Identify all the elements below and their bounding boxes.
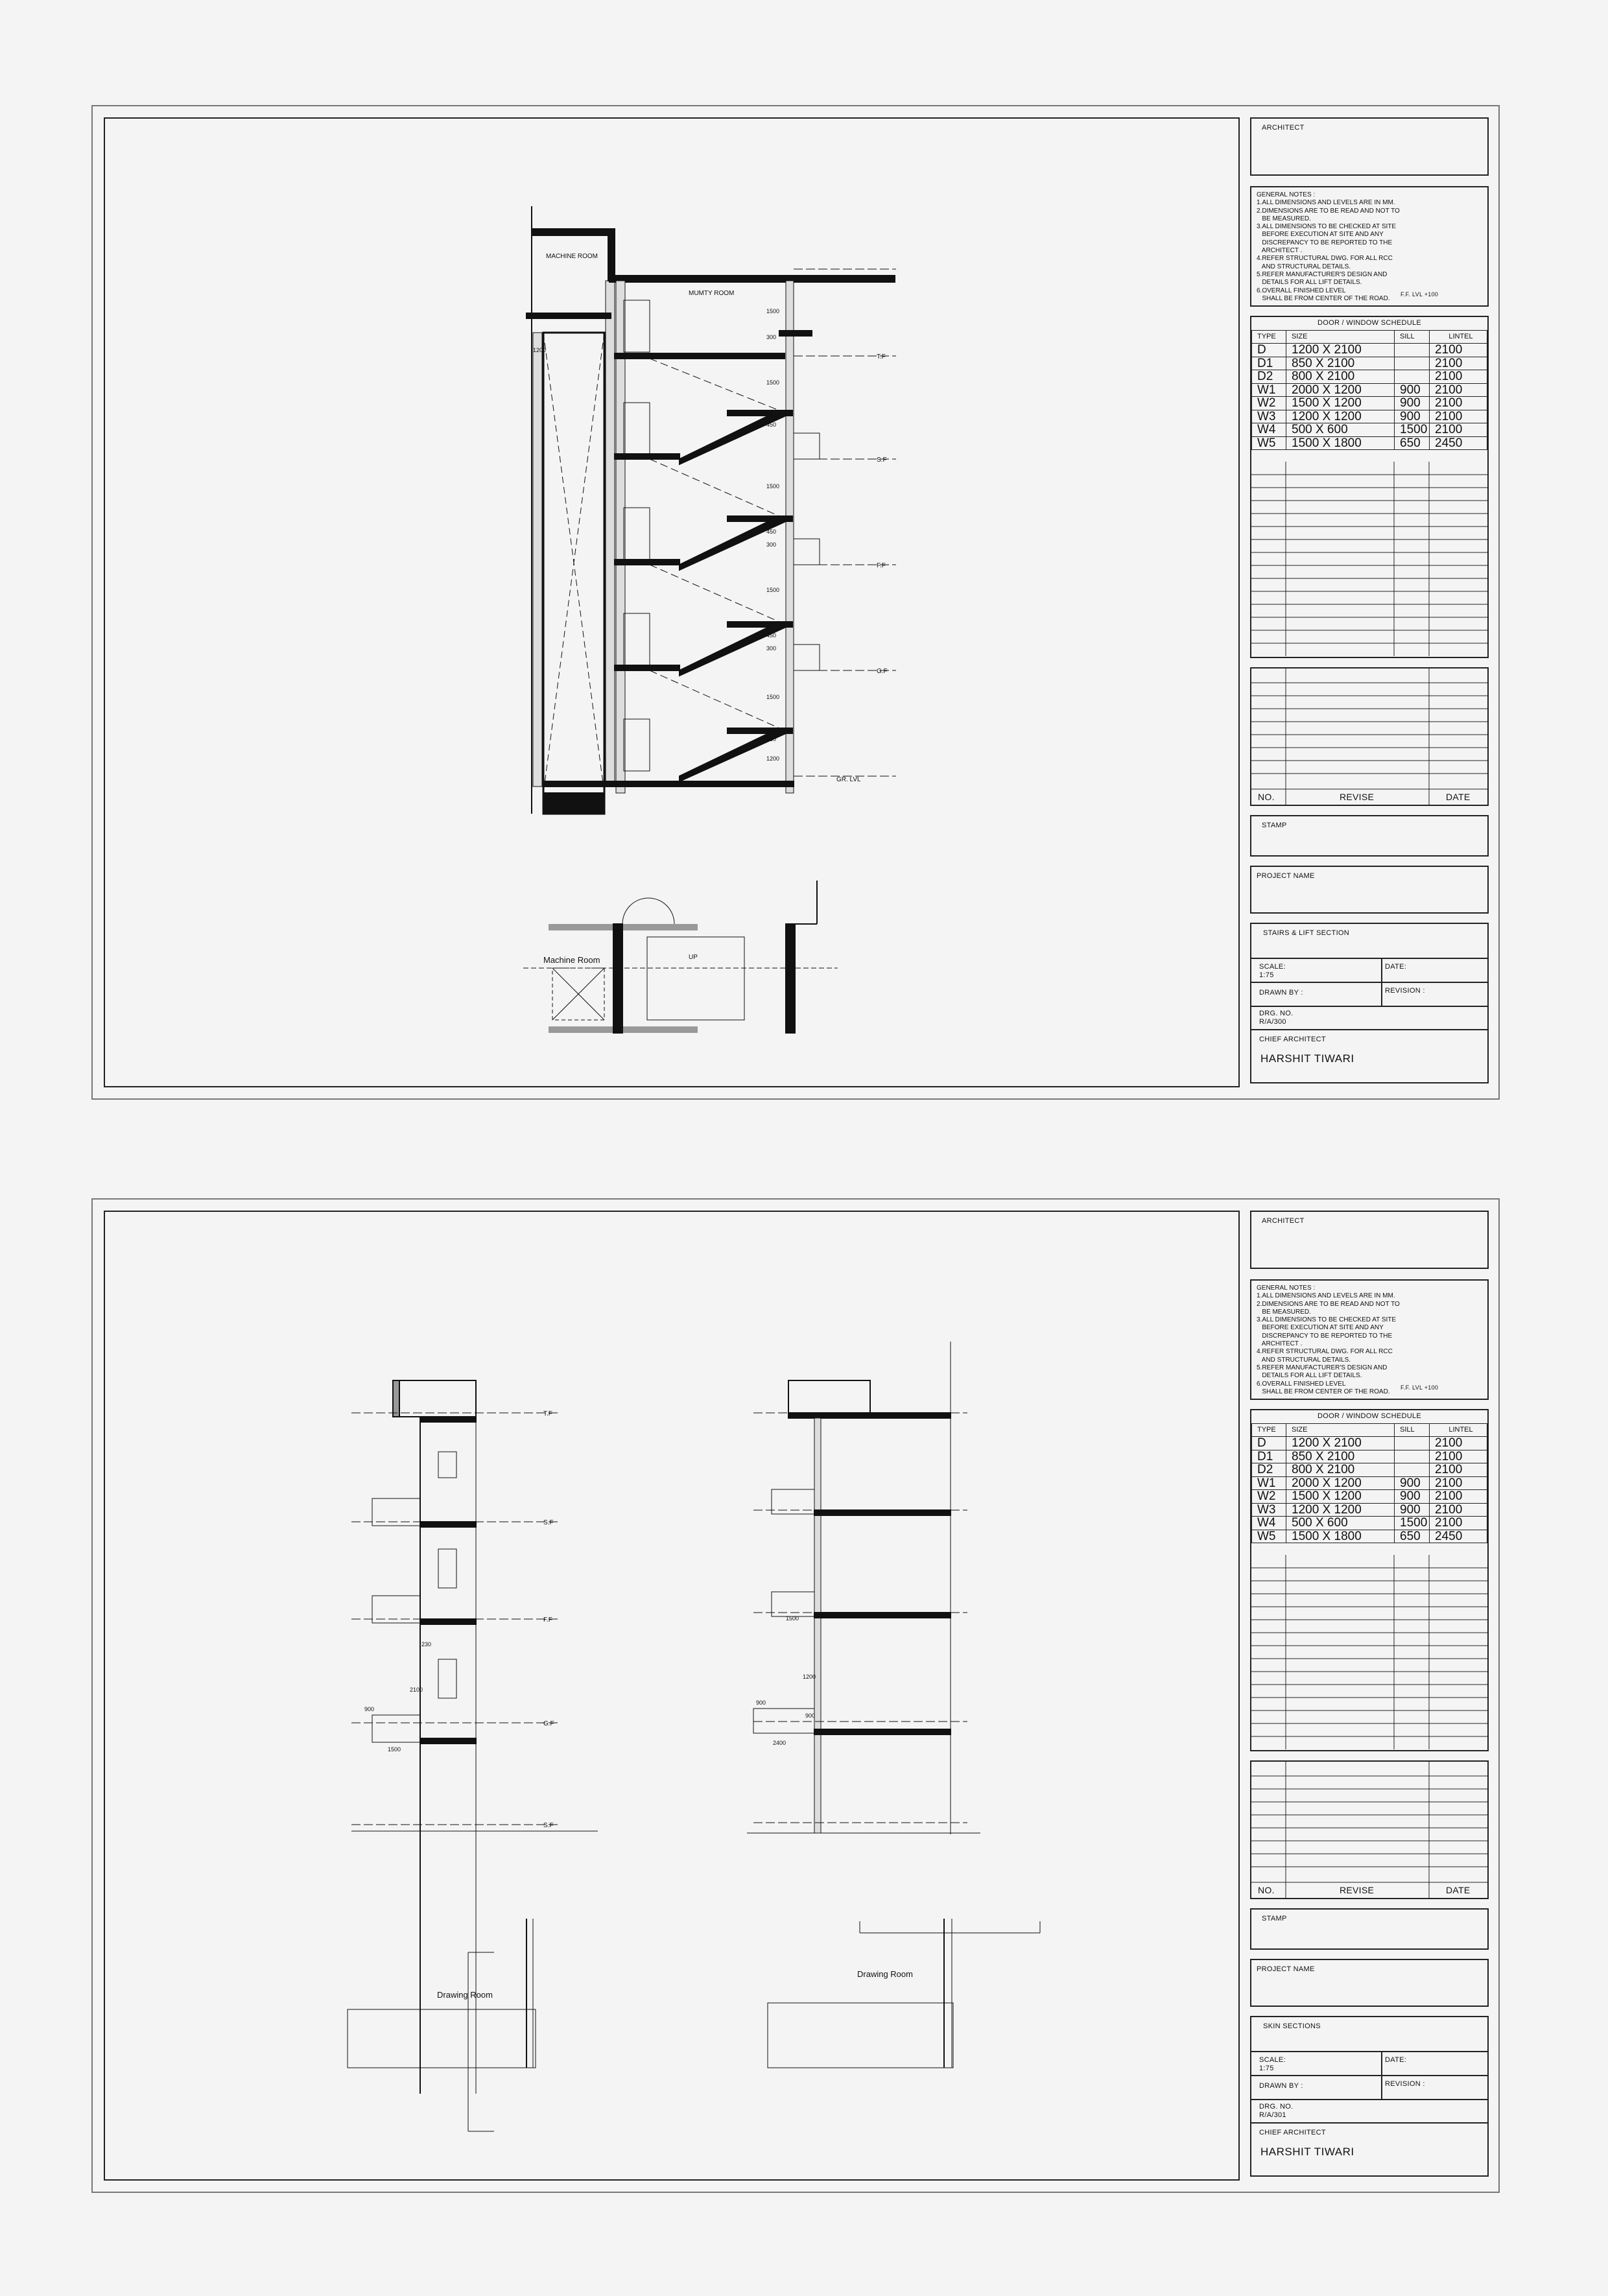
schedule-empty-rows (1251, 1555, 1487, 1749)
divider (1251, 1006, 1487, 1007)
schedule-header: SIZE (1286, 1424, 1395, 1437)
schedule-cell: 2450 (1430, 1530, 1487, 1543)
schedule-cell: W3 (1252, 1503, 1286, 1517)
scale-label: SCALE: (1259, 963, 1286, 971)
schedule-cell: 900 (1395, 383, 1430, 397)
revise-header-no: NO. (1258, 1885, 1275, 1895)
note-line: BE MEASURED. (1257, 1308, 1311, 1316)
drawing-frame (104, 117, 1240, 1087)
note-line: SHALL BE FROM CENTER OF THE ROAD. (1257, 294, 1390, 302)
revision-table (1250, 1760, 1489, 1899)
architect-box (1250, 1211, 1489, 1269)
level-label: S.F (543, 1519, 554, 1526)
schedule-header: LINTEL (1430, 331, 1487, 344)
schedule-cell (1395, 1463, 1430, 1477)
level-label: F.F (543, 1616, 552, 1624)
dimension-label: 450 (766, 528, 777, 535)
schedule-cell: 2100 (1430, 1450, 1487, 1463)
schedule-cell: 2100 (1430, 357, 1487, 370)
note-line: DISCREPANCY TO BE REPORTED TO THE (1257, 1332, 1393, 1340)
level-label: G.F (877, 668, 888, 675)
stamp-box (1250, 815, 1489, 857)
general-notes (1257, 1284, 1400, 1396)
note-line: ARCHITECT . (1257, 247, 1303, 255)
schedule-cell: 850 X 2100 (1286, 1450, 1395, 1463)
dimension-label: 1200 (766, 755, 780, 762)
schedule-header-row (1252, 1424, 1487, 1437)
general-notes-box (1250, 186, 1489, 307)
dimension-label: 1500 (786, 1615, 799, 1622)
project-name-box (1250, 866, 1489, 914)
note-line: DETAILS FOR ALL LIFT DETAILS. (1257, 279, 1362, 287)
schedule-cell: 900 (1395, 1503, 1430, 1517)
schedule-cell: 2100 (1430, 397, 1487, 410)
schedule-header-row (1252, 331, 1487, 344)
schedule-cell: 1500 X 1200 (1286, 397, 1395, 410)
note-line: 3.ALL DIMENSIONS TO BE CHECKED AT SITE (1257, 1316, 1397, 1324)
schedule-cell: D2 (1252, 370, 1286, 384)
note-line: 6.OVERALL FINISHED LEVEL (1257, 287, 1346, 294)
note-line: 5.REFER MANUFACTURER'S DESIGN AND (1257, 1364, 1388, 1371)
schedule-cell: W1 (1252, 1476, 1286, 1490)
schedule-cell: 850 X 2100 (1286, 357, 1395, 370)
architect-label: ARCHITECT (1262, 1217, 1305, 1225)
chief-architect-name: HARSHIT TIWARI (1260, 2146, 1354, 2158)
schedule-row (1252, 1530, 1487, 1543)
note-line: 2.DIMENSIONS ARE TO BE READ AND NOT TO (1257, 1300, 1400, 1308)
drawn-by-label: DRAWN BY : (1259, 989, 1303, 997)
schedule-cell: W2 (1252, 397, 1286, 410)
drawing-info-box (1250, 923, 1489, 1083)
drawing-info-box (1250, 2016, 1489, 2177)
dimension-label: 1500 (766, 379, 780, 386)
date-label: DATE: (1385, 963, 1407, 971)
schedule-row (1252, 1476, 1487, 1490)
room-label: MACHINE ROOM (546, 253, 598, 260)
stamp-label: STAMP (1262, 822, 1287, 829)
project-name-box (1250, 1959, 1489, 2007)
schedule-cell: 650 (1395, 436, 1430, 450)
note-line: 6.OVERALL FINISHED LEVEL (1257, 1380, 1346, 1388)
revision-label: REVISION : (1385, 987, 1425, 995)
revision-table (1250, 667, 1489, 806)
schedule-cell: 2100 (1430, 344, 1487, 357)
stamp-box (1250, 1908, 1489, 1950)
schedule-cell (1395, 370, 1430, 384)
skin-sections-drawing (105, 1212, 1241, 2182)
schedule-row (1252, 410, 1487, 423)
dimension-label: 1200 (533, 347, 547, 353)
level-label: T.F (877, 353, 886, 361)
revise-header-date: DATE (1446, 1885, 1471, 1895)
architect-box (1250, 117, 1489, 176)
notes-title: GENERAL NOTES : (1257, 191, 1316, 198)
divider (1251, 2122, 1487, 2124)
schedule-cell: 800 X 2100 (1286, 1463, 1395, 1477)
dimension-label: 230 (421, 1641, 432, 1648)
schedule-header: TYPE (1252, 331, 1286, 344)
drawing-title: SKIN SECTIONS (1263, 2022, 1321, 2030)
note-line: 5.REFER MANUFACTURER'S DESIGN AND (1257, 270, 1388, 278)
level-label: G.F (543, 1720, 554, 1727)
drawing-title: STAIRS & LIFT SECTION (1263, 929, 1350, 937)
schedule-cell: 1500 X 1800 (1286, 1530, 1395, 1543)
schedule-row (1252, 397, 1487, 410)
schedule-row (1252, 1463, 1487, 1477)
schedule-cell: 500 X 600 (1286, 1517, 1395, 1530)
drg-no-label: DRG. NO. (1259, 1010, 1294, 1017)
note-line: BEFORE EXECUTION AT SITE AND ANY (1257, 1324, 1384, 1332)
project-name-label: PROJECT NAME (1257, 872, 1315, 880)
scale-value: 1:75 (1259, 971, 1274, 979)
divider (1251, 2051, 1487, 2052)
schedule-cell (1395, 357, 1430, 370)
chief-architect-name: HARSHIT TIWARI (1260, 1052, 1354, 1065)
drg-no-value: R/A/301 (1259, 2111, 1286, 2119)
schedule-row (1252, 344, 1487, 357)
note-line: AND STRUCTURAL DETAILS. (1257, 263, 1351, 270)
schedule-cell: 2100 (1430, 1517, 1487, 1530)
schedule-row (1252, 1437, 1487, 1450)
dimension-label: 300 (766, 334, 777, 340)
dimension-label: 1200 (803, 1674, 816, 1680)
dimension-label: 1500 (766, 587, 780, 593)
revision-grid (1251, 669, 1487, 805)
schedule-cell: 1500 (1395, 1517, 1430, 1530)
note-line: 1.ALL DIMENSIONS AND LEVELS ARE IN MM. (1257, 199, 1395, 207)
room-label: Drawing Room (857, 1969, 913, 1979)
schedule-cell: 800 X 2100 (1286, 370, 1395, 384)
schedule-cell: 1500 X 1800 (1286, 436, 1395, 450)
dimension-label: 900 (756, 1699, 766, 1706)
schedule-cell: 1500 (1395, 423, 1430, 437)
note-line: 4.REFER STRUCTURAL DWG. FOR ALL RCC (1257, 1348, 1393, 1356)
general-notes (1257, 191, 1400, 303)
level-label: GR. LVL (836, 776, 861, 783)
schedule-cell: W3 (1252, 410, 1286, 423)
schedule-cell: 2450 (1430, 436, 1487, 450)
stamp-label: STAMP (1262, 1915, 1287, 1923)
level-label: T.F (543, 1410, 552, 1417)
room-label: MUMTY ROOM (689, 290, 735, 297)
dimension-label: 300 (766, 541, 777, 548)
note-line: BE MEASURED. (1257, 215, 1311, 222)
note-line: DETAILS FOR ALL LIFT DETAILS. (1257, 1372, 1362, 1380)
project-name-label: PROJECT NAME (1257, 1965, 1315, 1973)
drg-no-value: R/A/300 (1259, 1018, 1286, 1026)
schedule-row (1252, 1450, 1487, 1463)
schedule-cell: 2100 (1430, 1463, 1487, 1477)
schedule-cell: 1200 X 2100 (1286, 344, 1395, 357)
schedule-row (1252, 370, 1487, 384)
note-line: 1.ALL DIMENSIONS AND LEVELS ARE IN MM. (1257, 1292, 1395, 1300)
scale-value: 1:75 (1259, 2065, 1274, 2072)
schedule-cell: 650 (1395, 1530, 1430, 1543)
revision-label: REVISION : (1385, 2080, 1425, 2088)
schedule-row (1252, 436, 1487, 450)
note-line: 4.REFER STRUCTURAL DWG. FOR ALL RCC (1257, 255, 1393, 263)
revise-header-no: NO. (1258, 792, 1275, 802)
schedule-table (1251, 330, 1487, 450)
revision-grid (1251, 1762, 1487, 1898)
note-line: ARCHITECT . (1257, 1340, 1303, 1348)
schedule-cell: 900 (1395, 410, 1430, 423)
schedule-cell: 2100 (1430, 1490, 1487, 1504)
scale-label: SCALE: (1259, 2056, 1286, 2064)
stair-lift-section-drawing (105, 119, 1241, 1089)
drg-no-label: DRG. NO. (1259, 2103, 1294, 2111)
schedule-cell: D (1252, 1437, 1286, 1450)
ff-level-symbol: F.F. LVL +100 (1401, 1384, 1439, 1391)
drawing-sheet-2 (91, 1198, 1500, 2193)
dimension-label: 1500 (388, 1746, 401, 1753)
schedule-header: SILL (1395, 331, 1430, 344)
note-line: DISCREPANCY TO BE REPORTED TO THE (1257, 239, 1393, 246)
architect-label: ARCHITECT (1262, 124, 1305, 132)
schedule-cell: W1 (1252, 383, 1286, 397)
divider (1251, 2075, 1487, 2076)
dimension-label: 450 (766, 632, 777, 639)
schedule-row (1252, 1490, 1487, 1504)
drawing-sheet-1 (91, 105, 1500, 1100)
room-label: Drawing Room (437, 1990, 493, 2000)
revise-header-date: DATE (1446, 792, 1471, 802)
schedule-row (1252, 357, 1487, 370)
dimension-label: 1500 (766, 483, 780, 490)
divider (1251, 2099, 1487, 2100)
schedule-cell: D (1252, 344, 1286, 357)
schedule-cell: 900 (1395, 397, 1430, 410)
schedule-cell: 1200 X 1200 (1286, 410, 1395, 423)
door-window-schedule (1250, 316, 1489, 658)
schedule-cell: 1200 X 2100 (1286, 1437, 1395, 1450)
schedule-header: SIZE (1286, 331, 1395, 344)
dimension-label: 900 (364, 1706, 375, 1712)
ff-level-symbol: F.F. LVL +100 (1401, 291, 1439, 298)
schedule-cell: W2 (1252, 1490, 1286, 1504)
level-label: S.F (877, 456, 887, 464)
note-line: 2.DIMENSIONS ARE TO BE READ AND NOT TO (1257, 207, 1400, 215)
schedule-cell: 2100 (1430, 1503, 1487, 1517)
schedule-cell (1395, 1437, 1430, 1450)
schedule-cell: D1 (1252, 357, 1286, 370)
schedule-cell (1395, 1450, 1430, 1463)
schedule-cell: 500 X 600 (1286, 423, 1395, 437)
level-label: F.F (877, 562, 886, 569)
schedule-cell: W5 (1252, 1530, 1286, 1543)
schedule-cell (1395, 344, 1430, 357)
schedule-cell: W4 (1252, 423, 1286, 437)
dimension-label: 2100 (410, 1686, 423, 1693)
room-label: LIFT PIT (564, 801, 589, 808)
note-line: SHALL BE FROM CENTER OF THE ROAD. (1257, 1388, 1390, 1395)
schedule-header: SILL (1395, 1424, 1430, 1437)
schedule-cell: 1200 X 1200 (1286, 1503, 1395, 1517)
note-line: AND STRUCTURAL DETAILS. (1257, 1356, 1351, 1364)
dimension-label: 1500 (766, 694, 780, 700)
schedule-header: LINTEL (1430, 1424, 1487, 1437)
dimension-label: 300 (766, 645, 777, 652)
date-label: DATE: (1385, 2056, 1407, 2064)
divider (1251, 1029, 1487, 1030)
schedule-cell: 1500 X 1200 (1286, 1490, 1395, 1504)
room-label: Machine Room (543, 955, 600, 965)
schedule-cell: 2100 (1430, 1437, 1487, 1450)
dimension-label: 450 (766, 736, 777, 742)
drawn-by-label: DRAWN BY : (1259, 2082, 1303, 2090)
schedule-cell: 2100 (1430, 423, 1487, 437)
schedule-cell: 2100 (1430, 1476, 1487, 1490)
schedule-title: DOOR / WINDOW SCHEDULE (1318, 319, 1421, 327)
schedule-row (1252, 1503, 1487, 1517)
schedule-cell: 2000 X 1200 (1286, 383, 1395, 397)
revise-header-revise: REVISE (1340, 792, 1375, 802)
schedule-table (1251, 1423, 1487, 1543)
schedule-cell: 2100 (1430, 383, 1487, 397)
schedule-row (1252, 423, 1487, 437)
chief-architect-label: CHIEF ARCHITECT (1259, 1036, 1326, 1043)
schedule-cell: 2000 X 1200 (1286, 1476, 1395, 1490)
schedule-title: DOOR / WINDOW SCHEDULE (1318, 1412, 1421, 1420)
schedule-cell: 900 (1395, 1476, 1430, 1490)
chief-architect-label: CHIEF ARCHITECT (1259, 2129, 1326, 2136)
dimension-label: 1500 (766, 308, 780, 314)
note-line: BEFORE EXECUTION AT SITE AND ANY (1257, 231, 1384, 239)
dimension-label: 900 (805, 1712, 816, 1719)
schedule-cell: 2100 (1430, 410, 1487, 423)
schedule-cell: W4 (1252, 1517, 1286, 1530)
note-line: 3.ALL DIMENSIONS TO BE CHECKED AT SITE (1257, 223, 1397, 231)
drawing-frame (104, 1211, 1240, 2181)
schedule-header: TYPE (1252, 1424, 1286, 1437)
door-window-schedule (1250, 1409, 1489, 1751)
general-notes-box (1250, 1279, 1489, 1400)
schedule-row (1252, 1517, 1487, 1530)
notes-title: GENERAL NOTES : (1257, 1284, 1316, 1292)
divider (1251, 982, 1487, 983)
schedule-cell: 2100 (1430, 370, 1487, 384)
schedule-cell: D2 (1252, 1463, 1286, 1477)
schedule-cell: W5 (1252, 436, 1286, 450)
schedule-cell: 900 (1395, 1490, 1430, 1504)
divider (1251, 958, 1487, 959)
schedule-row (1252, 383, 1487, 397)
schedule-cell: D1 (1252, 1450, 1286, 1463)
revise-header-revise: REVISE (1340, 1885, 1375, 1895)
dimension-label: 450 (766, 421, 777, 428)
dimension-label: 2400 (773, 1740, 786, 1746)
level-label: S.F (543, 1822, 554, 1829)
schedule-empty-rows (1251, 462, 1487, 656)
stair-up-label: UP (689, 954, 698, 961)
